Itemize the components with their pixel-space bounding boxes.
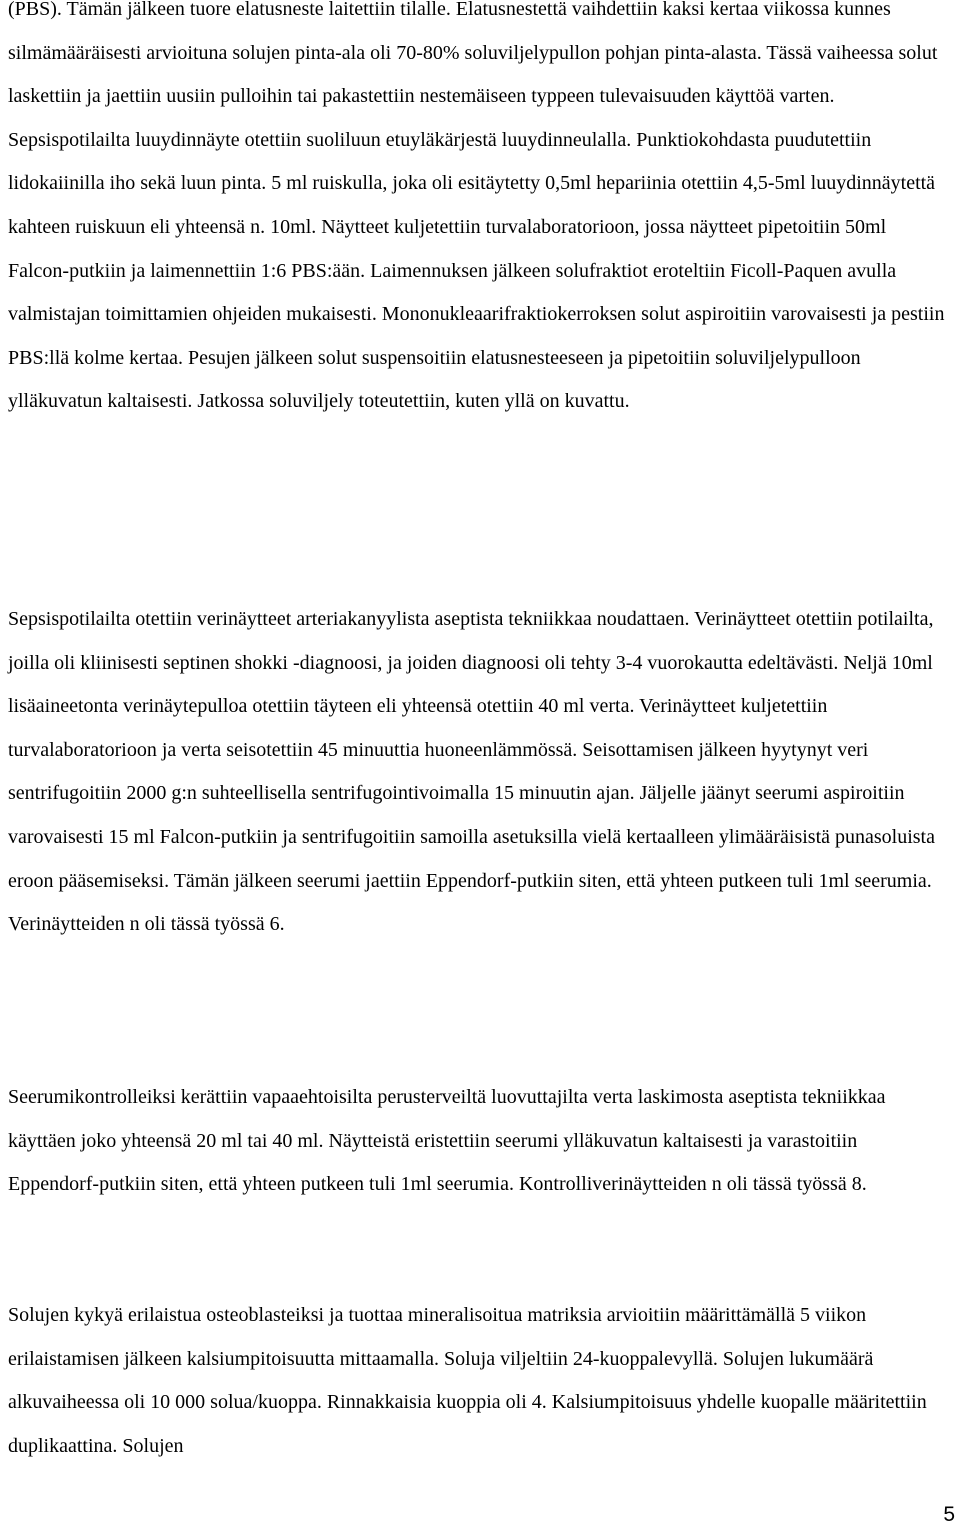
page-number: 5 [943,1503,955,1526]
paragraph-serum-controls: Seerumikontrolleiksi kerättiin vapaaehtoisilta perusterveiltä luovuttajilta verta laskimosta aseptista tekniikkaa käyttäen joko yhteensä 20 ml tai 40 ml. Näytteistä eristettiin seerumi ylläkuvatun kaltaisesti ja varastoitiin Eppendorf-putkiin siten, että yhteen putkeen tuli 1ml seerumia. Kontrolliverinäytteiden n oli tässä työssä 8. [8,1086,886,1196]
paragraph-bone-marrow-culture: (PBS). Tämän jälkeen tuore elatusneste laitettiin tilalle. Elatusnestettä vaihdettiin kaksi kertaa viikossa kunnes silmämääräisesti arvioituna solujen pinta-ala oli 70-80% soluviljelypullon pohjan pinta-alasta. Tässä vaiheessa solut laskettiin ja jaettiin uusiin pulloihin tai pakastettiin nestemäiseen typpeen tulevaisuuden käyttöä varten. Sepsispotilailta luuydinnäyte otettiin suoliluun etuyläkärjestä luuydinneulalla. Punktiokohdasta puudutettiin lidokaiinilla iho sekä luun pinta. 5 ml ruiskulla, joka oli esitäytetty 0,5ml hepariinia otettiin 4,5-5ml luuydinnäytettä kahteen ruiskuun eli yhteensä n. 10ml. Näytteet kuljetettiin turvalaboratorioon, jossa näytteet pipetoitiin 50ml Falcon-putkiin ja laimennettiin 1:6 PBS:ään. Laimennuksen jälkeen solufraktiot eroteltiin Ficoll-Paquen avulla valmistajan toimittamien ohjeiden mukaisesti. Mononukleaarifraktiokerroksen solut aspiroitiin varovaisesti ja pestiin PBS:llä kolme kertaa. Pesujen jälkeen solut suspensoitiin elatusnesteeseen ja pipetoitiin soluviljelypulloon ylläkuvatun kaltaisesti. Jatkossa soluviljely toteutettiin, kuten yllä on kuvattu. [8,0,945,413]
paragraph-blood-samples: Sepsispotilailta otettiin verinäytteet arteriakanyylista aseptista tekniikkaa noudattaen. Verinäytteet otettiin potilailta, joilla oli kliinisesti septinen shokki -diagnoosi, ja joiden diagnoosi oli tehty 3-4 vuorokautta edeltävästi. Neljä 10ml lisäaineetonta verinäytepulloa otettiin täyteen eli yhteensä otettiin 40 ml verta. Verinäytteet kuljetettiin turvalaboratorioon ja verta seisotettiin 45 minuuttia huoneenlämmössä. Seisottamisen jälkeen hyytynyt veri sentrifugoitiin 2000 g:n suhteellisella sentrifugointivoimalla 15 minuutin ajan. Jäljelle jäänyt seerumi aspiroitiin varovaisesti 15 ml Falcon-putkiin ja sentrifugoitiin samoilla asetuksilla vielä kertaalleen ylimääräisistä punasoluista eroon pääsemiseksi. Tämän jälkeen seerumi jaettiin Eppendorf-putkiin siten, että yhteen putkeen tuli 1ml seerumia. Verinäytteiden n oli tässä työssä 6. [8,608,935,936]
paragraph-osteoblast-differentiation: Solujen kykyä erilaistua osteoblasteiksi ja tuottaa mineralisoitua matriksia arvioitiin määrittämällä 5 viikon erilaistamisen jälkeen kalsiumpitoisuutta mittaamalla. Soluja viljeltiin 24-kuoppalevyllä. Solujen lukumäärä alkuvaiheessa oli 10 000 solua/kuoppa. Rinnakkaisia kuoppia oli 4. Kalsiumpitoisuus yhdelle kuopalle määritettiin duplikaattina. Solujen [8,1304,927,1457]
